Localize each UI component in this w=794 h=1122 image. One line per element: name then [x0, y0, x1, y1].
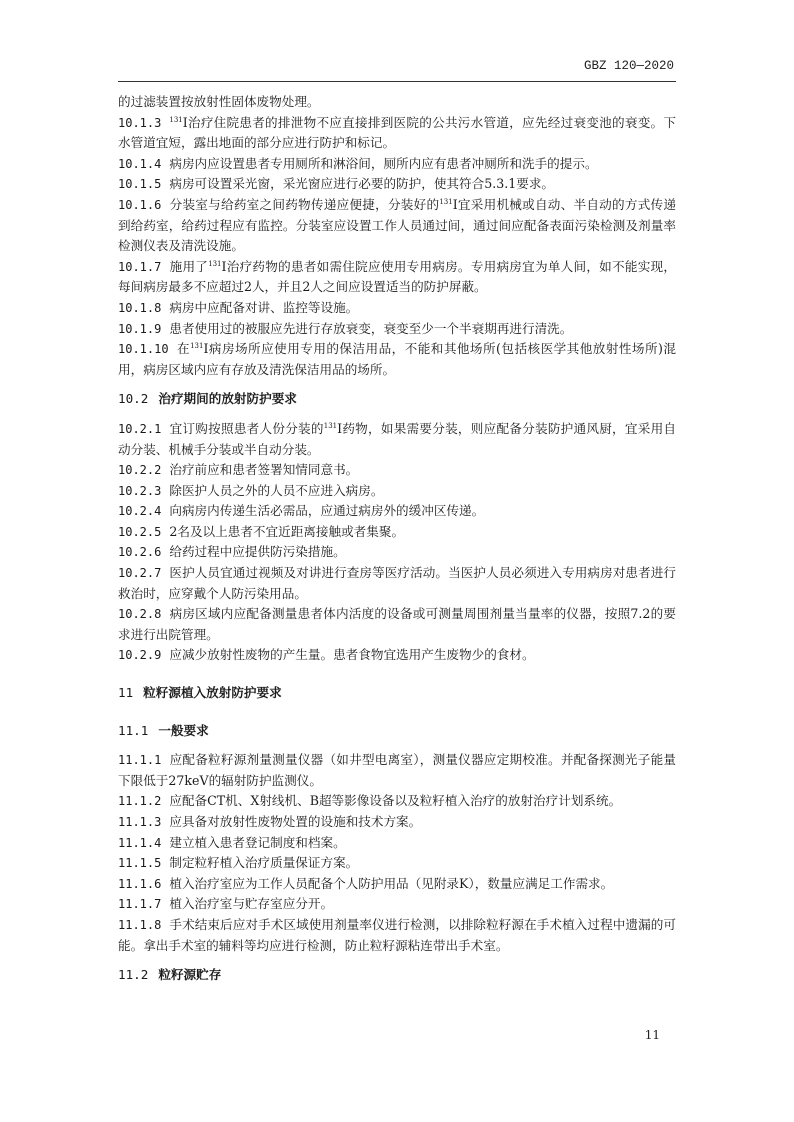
paragraph-text: 的过滤装置按放射性固体废物处理。: [118, 94, 320, 109]
section-title: 粒籽源贮存: [158, 967, 222, 983]
clause-10-2-7: [118, 563, 676, 604]
clause-number: 10.1.8: [118, 300, 162, 315]
chapter-title: 粒籽源植入放射防护要求: [143, 685, 282, 701]
clause-10-1-9: [118, 319, 676, 340]
clause-11-1-1: [118, 750, 676, 791]
clause-text: 植入治疗室应为工作人员配备个人防护用品（见附录K），数量应满足工作需求。: [169, 875, 614, 891]
clause-number: 10.2.7: [118, 566, 162, 581]
clause-number: 10.2.3: [118, 483, 162, 498]
clause-number: 10.1.10: [118, 342, 169, 357]
clause-text: 治疗前应和患者签署知情同意书。: [169, 462, 359, 478]
clause-text: 向病房内传递生活必需品，应通过病房外的缓冲区传递。: [169, 503, 485, 519]
clause-text: I病房场所应使用专用的保洁用品，不能和其他场所(包括核医学其他放射性场所)混用，病房区域内应有存放及清洗保洁用品的场所。: [118, 341, 676, 377]
clause-10-1-5: [118, 174, 676, 195]
clause-11-1-7: [118, 894, 676, 915]
clause-10-1-7: [118, 257, 676, 298]
clause-number: 11.1.1: [118, 753, 162, 768]
clause-text: 植入治疗室与贮存室应分开。: [169, 896, 334, 912]
clause-text-pre: 施用了: [169, 258, 209, 274]
clause-number: 10.2.5: [118, 524, 162, 539]
clause-10-1-6: [118, 195, 676, 257]
clause-text: 2名及以上患者不宜近距离接触或者集聚。: [169, 523, 405, 539]
clause-11-1-8: [118, 915, 676, 956]
clause-number: 10.1.5: [118, 177, 162, 192]
clause-text: I治疗住院患者的排泄物不应直接排到医院的公共污水管道，应先经过衰变池的衰变。下水管道宜短，露出地面的部分应进行防护和标记。: [118, 114, 676, 151]
clause-number: 10.2.1: [118, 421, 162, 436]
clause-11-1-3: [118, 812, 676, 833]
clause-text: 除医护人员之外的人员不应进入病房。: [169, 482, 384, 498]
header-divider: [118, 81, 676, 82]
clause-10-2-2: [118, 460, 676, 481]
clause-10-1-3: [118, 113, 676, 154]
document-body: [118, 92, 676, 986]
clause-10-2-6: [118, 542, 676, 563]
clause-number: 10.1.9: [118, 321, 162, 336]
section-number: 10.2: [118, 391, 149, 407]
clause-text: 医护人员宜通过视频及对讲进行查房等医疗活动。当医护人员必须进入专用病房对患者进行救治时，应穿戴个人防污染用品。: [118, 565, 676, 601]
clause-number: 11.1.4: [118, 835, 162, 850]
clause-text-pre: 分装室与给药室之间药物传递应便捷，分装好的: [169, 196, 440, 212]
clause-10-2-1: [118, 419, 676, 460]
clause-10-1-10: [118, 339, 676, 380]
chapter-number: 11: [118, 685, 134, 701]
clause-number: 11.1.2: [118, 794, 162, 809]
section-heading-10-2: [118, 389, 676, 410]
clause-11-1-4: [118, 833, 676, 854]
clause-10-2-3: [118, 481, 676, 502]
isotope-superscript: 131: [323, 421, 338, 430]
isotope-superscript: 131: [439, 197, 453, 206]
page-number: 11: [644, 1028, 660, 1042]
section-title: 治疗期间的放射防护要求: [158, 391, 297, 407]
clause-text: I宜采用机械或自动、半自动的方式传递到给药室，给药过程应有监控。分装室应设置工作人员通过间，通过间应配备表面污染检测及剂量率检测仪表及清洗设施。: [118, 196, 676, 254]
clause-text-pre: 宜订购按照患者人份分装的: [169, 420, 324, 436]
clause-text-pre: 在: [176, 341, 191, 357]
clause-number: 10.2.8: [118, 607, 162, 622]
clause-text: 病房内应设置患者专用厕所和淋浴间，厕所内应有患者冲厕所和洗手的提示。: [169, 155, 598, 171]
clause-number: 10.1.7: [118, 259, 162, 274]
isotope-superscript: 131: [208, 259, 222, 268]
clause-text: 应减少放射性废物的产生量。患者食物宜选用产生废物少的食材。: [169, 647, 535, 663]
isotope-superscript: 131: [169, 115, 183, 124]
clause-number: 10.1.6: [118, 197, 162, 212]
section-heading-11-1: [118, 721, 676, 742]
clause-number: 11.1.7: [118, 897, 162, 912]
clause-text: 病房区域内应配备测量患者体内活度的设备或可测量周围剂量当量率的仪器，按照7.2的要求进行出院管理。: [118, 606, 676, 642]
isotope-superscript: 131: [190, 342, 204, 351]
clause-number: 11.1.8: [118, 917, 162, 932]
clause-number: 10.2.4: [118, 504, 162, 519]
clause-11-1-5: [118, 853, 676, 874]
clause-text: 患者使用过的被服应先进行存放衰变，衰变至少一个半衰期再进行清洗。: [169, 320, 573, 336]
clause-10-2-9: [118, 645, 676, 666]
clause-text: 手术结束后应对手术区域使用剂量率仪进行检测，以排除粒籽源在手术植入过程中遗漏的可能。拿出手术室的辅料等均应进行检测，防止粒籽源粘连带出手术室。: [118, 916, 676, 953]
clause-text: 应具备对放射性废物处置的设施和技术方案。: [169, 814, 422, 829]
section-heading-11-2: [118, 965, 676, 986]
clause-text: 给药过程中应提供防污染措施。: [169, 544, 346, 560]
clause-text: 应配备CT机、X射线机、B超等影像设备以及粒籽植入治疗的放射治疗计划系统。: [169, 793, 622, 809]
clause-text: 应配备粒籽源剂量测量仪器（如井型电离室），测量仪器应定期校准。并配备探测光子能量下限低于27keV的辐射防护监测仪。: [118, 752, 676, 788]
clause-10-1-8: [118, 298, 676, 319]
clause-number: 10.2.6: [118, 545, 162, 560]
clause-10-2-5: [118, 522, 676, 543]
clause-text: 病房可设置采光窗，采光窗应进行必要的防护，使其符合5.3.1要求。: [169, 176, 555, 192]
section-title: 一般要求: [158, 722, 209, 738]
clause-text: I治疗药物的患者如需住院应使用专用病房。专用病房宜为单人间，如不能实现，每间病房最多不应超过2人，并且2人之间应设置适当的防护屏蔽。: [118, 258, 676, 295]
section-number: 11.1: [118, 722, 149, 738]
standard-code: GBZ 120—2020: [583, 59, 674, 73]
clause-number: 10.1.3: [118, 115, 162, 130]
clause-number: 10.2.9: [118, 648, 162, 663]
clause-10-1-4: [118, 154, 676, 175]
clause-11-1-2: [118, 791, 676, 812]
paragraph-continuation: [118, 92, 676, 113]
clause-number: 11.1.6: [118, 876, 162, 891]
clause-text: 建立植入患者登记制度和档案。: [169, 834, 346, 850]
clause-number: 10.1.4: [118, 156, 162, 171]
clause-number: 11.1.5: [118, 856, 162, 871]
clause-10-2-4: [118, 501, 676, 522]
chapter-heading-11: [118, 683, 676, 704]
clause-text: 制定粒籽植入治疗质量保证方案。: [169, 855, 359, 871]
section-number: 11.2: [118, 967, 149, 983]
clause-text: 病房中应配备对讲、监控等设施。: [169, 299, 359, 315]
clause-10-2-8: [118, 604, 676, 645]
clause-number: 10.2.2: [118, 463, 162, 478]
clause-text: I药物，如果需要分装，则应配备分装防护通风厨，宜采用自动分装、机械手分装或半自动分装。: [118, 420, 677, 457]
clause-number: 11.1.3: [118, 815, 162, 829]
clause-11-1-6: [118, 874, 676, 895]
